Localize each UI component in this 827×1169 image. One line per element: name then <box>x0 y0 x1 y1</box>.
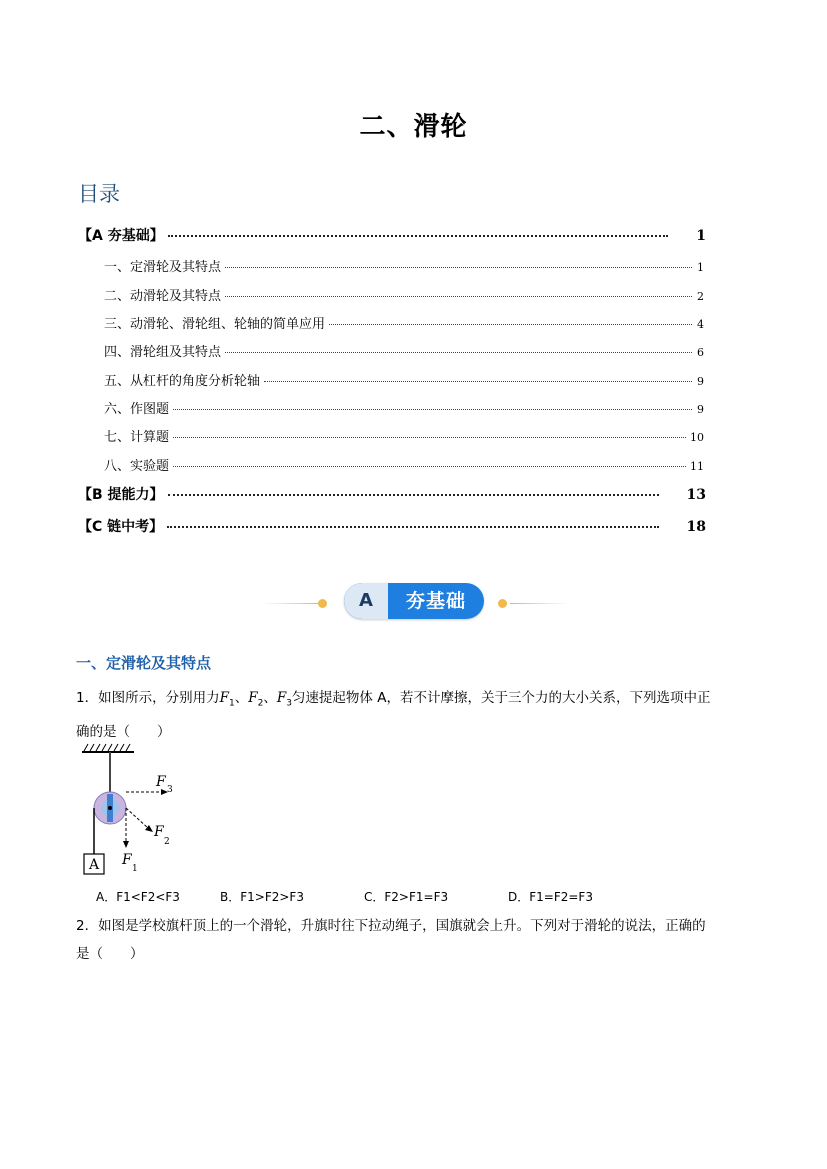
force-f2-line <box>126 808 148 828</box>
option-d[interactable] <box>508 888 593 905</box>
toc-entry-label: 七、计算题 <box>104 430 170 445</box>
question-number: 2． <box>76 918 99 934</box>
toc-leader <box>225 296 692 297</box>
toc-entry-c[interactable] <box>78 516 706 536</box>
toc-entry-b[interactable] <box>78 484 706 504</box>
option-text: F1>F2>F3 <box>240 890 304 904</box>
question-2 <box>76 912 756 968</box>
toc-entry-3[interactable] <box>104 313 704 332</box>
option-text: F2>F1=F3 <box>384 890 449 904</box>
option-a[interactable] <box>96 888 180 905</box>
ceiling-hatch <box>84 744 130 751</box>
toc-leader <box>173 409 692 410</box>
toc-entry-6[interactable] <box>104 398 704 417</box>
option-c[interactable] <box>364 888 448 905</box>
option-text: F1<F2<F3 <box>116 890 180 904</box>
toc-entry-label: 六、作图题 <box>104 402 170 417</box>
toc-entry-1[interactable] <box>104 256 704 275</box>
question-text: 如图所示，分别用力 <box>98 690 220 706</box>
toc-entry-7[interactable] <box>104 426 704 445</box>
toc-entry-2[interactable] <box>104 285 704 304</box>
pulley-axle <box>108 806 112 810</box>
force-f3-label: F <box>156 774 166 790</box>
question-text: 匀速提起物体 A，若不计摩擦，关于三个力的大小关系，下列选项中正 <box>291 690 711 706</box>
section-banner <box>262 582 568 624</box>
toc-entry-page: 4 <box>697 318 704 331</box>
force-f2-label: F <box>154 824 164 840</box>
toc-entry-label: 三、动滑轮、滑轮组、轮轴的简单应用 <box>104 317 326 332</box>
force-f1-label: F <box>122 852 132 868</box>
toc-leader <box>167 526 658 528</box>
toc-leader <box>264 381 692 382</box>
toc-entry-label: 八、实验题 <box>104 459 170 474</box>
toc-entry-label: 五、从杠杆的角度分析轮轴 <box>104 374 261 389</box>
toc-leader <box>168 494 659 496</box>
toc-entry-page: 18 <box>686 519 706 535</box>
toc-heading: 目录 <box>78 182 120 206</box>
force-f2-sub: 2 <box>164 837 170 847</box>
banner-line-left <box>262 603 320 604</box>
toc-entry-page: 1 <box>696 228 706 244</box>
toc-entry-page: 1 <box>697 261 704 274</box>
question-1-options <box>96 888 656 910</box>
toc-entry-label: 【B 提能力】 <box>78 487 164 503</box>
toc-leader <box>168 235 669 237</box>
toc-leader <box>173 437 686 438</box>
banner-letter: A <box>344 583 388 619</box>
toc-leader <box>329 324 692 325</box>
banner-line-right <box>510 603 568 604</box>
question-text: 如图是学校旗杆顶上的一个滑轮，升旗时往下拉动绳子，国旗就会上升。下列对于滑轮的说法，正确的 <box>98 918 706 934</box>
toc-entry-5[interactable] <box>104 370 704 389</box>
option-letter: D． <box>508 890 530 904</box>
page-title: 二、滑轮 <box>359 112 468 142</box>
option-letter: B． <box>220 890 241 904</box>
question-number: 1． <box>76 690 99 706</box>
question-text: 是（ ） <box>76 946 144 962</box>
question-1-line-1: 1．如图所示，分别用力$F_1$、$F_2$、$F_3$匀速提起物体 A，若不计摩擦，关于三个力的大小关系，下列选项中正 <box>76 690 711 709</box>
option-b[interactable] <box>220 888 304 905</box>
force-f3-sub: 3 <box>167 785 173 795</box>
toc-leader <box>225 352 692 353</box>
question-text: 确的是（ ） <box>76 723 171 740</box>
option-text: F1=F2=F3 <box>529 890 593 904</box>
toc-entry-label: 四、滑轮组及其特点 <box>104 345 222 360</box>
toc-entry-label: 【A 夯基础】 <box>78 228 164 244</box>
option-letter: C． <box>364 890 385 904</box>
toc-entry-label: 一、定滑轮及其特点 <box>104 260 222 275</box>
toc-entry-a[interactable] <box>78 225 706 245</box>
toc-entry-label: 【C 链中考】 <box>78 519 164 535</box>
question-1 <box>76 684 756 746</box>
toc-entry-page: 2 <box>697 290 704 303</box>
option-letter: A． <box>96 890 117 904</box>
banner-dot-left <box>318 599 327 608</box>
force-f1-arrow <box>123 841 129 848</box>
section-heading: 一、定滑轮及其特点 <box>76 654 212 672</box>
toc-entry-page: 13 <box>686 487 706 503</box>
toc-entry-4[interactable] <box>104 341 704 360</box>
toc-leader <box>225 267 692 268</box>
banner-label: 夯基础 <box>405 590 466 612</box>
toc-entry-page: 10 <box>690 431 704 444</box>
toc-entry-page: 9 <box>697 403 704 416</box>
banner-dot-right <box>498 599 507 608</box>
toc-entry-page: 6 <box>697 346 704 359</box>
force-f1-sub: 1 <box>132 864 138 874</box>
block-a-label: A <box>88 857 100 873</box>
banner-pill <box>344 583 484 619</box>
toc-entry-page: 11 <box>690 460 704 473</box>
question-2-line-1 <box>76 912 756 940</box>
toc-leader <box>173 466 686 467</box>
toc-entry-8[interactable] <box>104 455 704 474</box>
toc-entry-page: 9 <box>697 375 704 388</box>
toc-entry-label: 二、动滑轮及其特点 <box>104 289 222 304</box>
pulley-figure <box>76 742 186 878</box>
